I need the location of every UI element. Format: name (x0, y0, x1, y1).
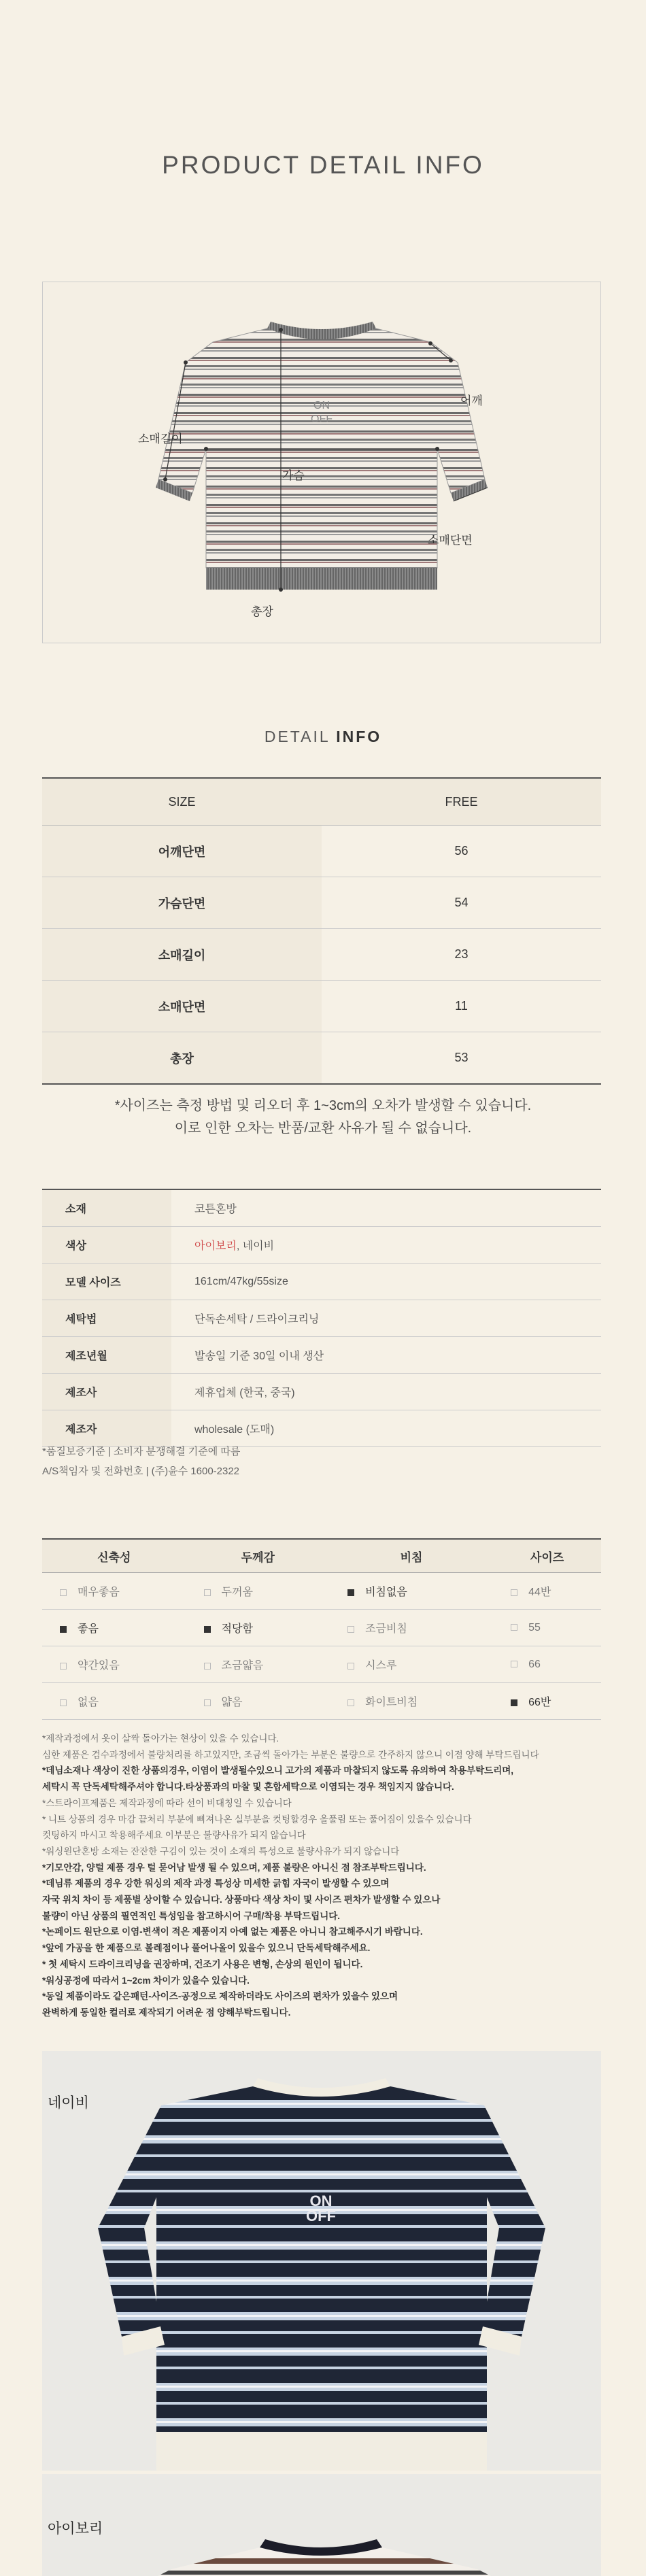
label-length: 총장 (251, 605, 273, 618)
spec-label: 제조사 (42, 1374, 171, 1410)
empty-box-icon (60, 1699, 67, 1706)
photo-label-ivory: 아이보리 (48, 2521, 103, 2537)
size-label: 어깨단면 (42, 826, 322, 877)
care-note-line: *논페이드 원단으로 이염-변색이 적은 제품이지 아예 없는 제품은 아니니 참고해주시기 바랍니다. (42, 1927, 423, 1937)
feel-option-label: 55 (528, 1621, 541, 1633)
size-table-header (42, 778, 601, 826)
care-note-line: * 니트 상품의 경우 마감 끝처리 부분에 삐져나온 실부분을 컷팅할경우 올풀림 또는 풀어짐이 있을수 있습니다 (42, 1814, 472, 1825)
size-table (42, 777, 601, 1085)
care-note-line: *앞에 가공을 한 제품으로 볼레점이나 풀어나올이 있을수 있으니 단독세탁해주세요. (42, 1943, 371, 1954)
spec-value: 161cm/47kg/55size (171, 1264, 601, 1300)
table-row (42, 1573, 601, 1610)
care-note-line: *워싱원단혼방 소재는 잔잔한 구김이 있는 것이 소재의 특성으로 불량사유가 되지 않습니다 (42, 1846, 400, 1857)
feel-table-header (42, 1539, 601, 1573)
feel-option (186, 1646, 330, 1683)
feel-option (186, 1573, 330, 1610)
feel-option (330, 1683, 493, 1720)
empty-box-icon (204, 1663, 211, 1670)
spec-value: 단독손세탁 / 드라이크리닝 (171, 1300, 601, 1337)
size-header-cell: FREE (322, 778, 601, 826)
feel-option-label: 비침없음 (365, 1587, 407, 1598)
care-note-line: *제작과정에서 옷이 살짝 돌아가는 현상이 있을 수 있습니다. (42, 1733, 279, 1744)
checked-box-icon (347, 1589, 354, 1596)
product-photo-ivory (42, 2474, 601, 2576)
empty-box-icon (347, 1626, 354, 1633)
empty-box-icon (60, 1589, 67, 1596)
spec-label: 세탁법 (42, 1300, 171, 1337)
feel-option-selected (493, 1683, 601, 1720)
spec-label: 모델 사이즈 (42, 1264, 171, 1300)
feel-option (493, 1646, 601, 1683)
feel-option-selected (42, 1610, 186, 1646)
feel-option-label: 화이트비침 (365, 1697, 418, 1708)
label-chest: 가슴 (282, 469, 305, 482)
care-note-line: *동일 제품이라도 같은패턴-사이즈-공정으로 제작하더라도 사이즈의 편차가 있을수 있으며 (42, 1991, 398, 2002)
fabric-feel-table (42, 1538, 601, 1720)
feel-header-transparency: 비침 (330, 1539, 493, 1573)
label-sleeve-length: 소매길이 (138, 433, 183, 445)
spec-value: 발송일 기준 30일 이내 생산 (171, 1337, 601, 1374)
color-navy: , 네이비 (236, 1240, 275, 1252)
checked-box-icon (511, 1699, 517, 1706)
feel-option-label: 약간있음 (78, 1660, 120, 1672)
ivory-sweater-image (42, 2474, 601, 2576)
spec-value: wholesale (도매) (171, 1410, 601, 1447)
care-note-line: 불량이 아닌 상품의 필연적인 특성임을 참고하시어 구매/착용 부탁드립니다. (42, 1910, 341, 1921)
empty-box-icon (511, 1661, 517, 1667)
size-value: 56 (322, 826, 601, 877)
navy-sweater-image (42, 2051, 601, 2471)
table-row (42, 1264, 601, 1300)
feel-option-label: 시스루 (365, 1660, 397, 1672)
feel-option-label: 매우좋음 (78, 1587, 120, 1598)
feel-option (493, 1573, 601, 1610)
print-text: ON OFF (311, 400, 333, 425)
spec-label: 소재 (42, 1189, 171, 1227)
table-row (42, 1032, 601, 1085)
feel-option (42, 1683, 186, 1720)
size-notes (0, 1095, 646, 1140)
table-row (42, 1683, 601, 1720)
feel-option-label: 얇음 (221, 1697, 243, 1708)
size-label: 가슴단면 (42, 877, 322, 929)
feel-option (42, 1573, 186, 1610)
care-note-line: 심한 제품은 검수과정에서 불량처리를 하고있지만, 조금씩 돌아가는 부분은 불량으로 간주하지 않으니 이점 양해 부탁드립니다 (42, 1749, 539, 1760)
empty-box-icon (511, 1624, 517, 1631)
table-row (42, 1610, 601, 1646)
feel-table-body (42, 1573, 601, 1720)
table-row (42, 1227, 601, 1264)
product-photo-navy (42, 2051, 601, 2471)
size-header-cell: SIZE (42, 778, 322, 826)
detail-info-title (0, 728, 646, 746)
color-ivory: 아이보리 (194, 1240, 237, 1252)
feel-option-label: 66 (528, 1658, 541, 1670)
size-value: 53 (322, 1032, 601, 1085)
label-sleeve-hem: 소매단면 (428, 534, 473, 547)
feel-option-selected (330, 1573, 493, 1610)
size-value: 23 (322, 929, 601, 981)
feel-option (493, 1610, 601, 1646)
size-note-line: 이로 인한 오차는 반품/교환 사유가 될 수 없습니다. (174, 1121, 472, 1136)
quality-notes (42, 1442, 240, 1481)
size-note-line: *사이즈는 측정 방법 및 리오더 후 1~3cm의 오차가 발생할 수 있습니다. (114, 1098, 532, 1113)
size-label: 소매단면 (42, 981, 322, 1032)
care-notes (42, 1731, 607, 2021)
feel-option-label: 두꺼움 (221, 1587, 253, 1598)
table-row (42, 1300, 601, 1337)
size-guide-sketch (42, 282, 601, 643)
spec-value-color (171, 1227, 601, 1264)
label-shoulder: 어깨 (460, 394, 483, 407)
feel-option-label: 조금얇음 (221, 1660, 264, 1672)
care-note-line: *기모안감, 양털 제품 경우 털 묻어남 발생 될 수 있으며, 제품 불량은 아니신 점 참조부탁드립니다. (42, 1862, 426, 1873)
table-row (42, 1374, 601, 1410)
empty-box-icon (204, 1699, 211, 1706)
table-row (42, 981, 601, 1032)
checked-box-icon (204, 1626, 211, 1633)
table-row (42, 929, 601, 981)
spec-label: 제조자 (42, 1410, 171, 1447)
care-note-line: *워싱공정에 따라서 1~2cm 차이가 있을수 있습니다. (42, 1975, 250, 1986)
care-note-line: *데님소재나 색상이 진한 상품의경우, 이염이 발생될수있으니 고가의 제품과 마찰되지 않도록 유의하여 착용부탁드리며, (42, 1765, 514, 1776)
spec-table (42, 1189, 601, 1447)
care-note-line: 세탁시 꼭 단독세탁해주셔야 합니다.타상품과의 마찰 및 혼합세탁으로 이염되는 경우 책임지지 않습니다. (42, 1782, 454, 1793)
feel-option-label: 조금비침 (365, 1623, 407, 1635)
feel-option (186, 1683, 330, 1720)
care-note-line: *데님류 제품의 경우 강한 워싱의 제작 과정 특성상 미세한 긁힘 자국이 발생할 수 있으며 (42, 1878, 390, 1889)
spec-label: 색상 (42, 1227, 171, 1264)
feel-option (330, 1610, 493, 1646)
detail-title-bold: INFO (336, 728, 382, 745)
feel-option (330, 1646, 493, 1683)
care-note-line: * 첫 세탁시 드라이크리닝을 권장하며, 건조기 사용은 변형, 손상의 원인이 됩니다. (42, 1959, 363, 1969)
empty-box-icon (511, 1589, 517, 1596)
feel-option-label: 없음 (78, 1697, 99, 1708)
table-row (42, 826, 601, 877)
empty-box-icon (60, 1663, 67, 1670)
feel-header-size: 사이즈 (493, 1539, 601, 1573)
empty-box-icon (347, 1699, 354, 1706)
size-label: 총장 (42, 1032, 322, 1085)
feel-header-elasticity: 신축성 (42, 1539, 186, 1573)
sweater-line-drawing (43, 282, 600, 643)
care-note-line: 완벽하게 동일한 컬러로 제작되기 어려운 점 양해부탁드립니다. (42, 2007, 291, 2018)
care-note-line: 컷팅하지 마시고 착용해주세요 이부분은 불량사유가 되지 않습니다 (42, 1830, 306, 1841)
quality-note-line: A/S책임자 및 전화번호 | (주)윤수 1600-2322 (42, 1465, 240, 1477)
table-row (42, 1189, 601, 1227)
size-value: 11 (322, 981, 601, 1032)
feel-option-label: 44반 (528, 1587, 551, 1598)
feel-option-label: 66반 (528, 1697, 551, 1708)
feel-option-label: 좋음 (78, 1623, 99, 1635)
spec-value: 제휴업체 (한국, 중국) (171, 1374, 601, 1410)
feel-option (42, 1646, 186, 1683)
photo-print-text: ON OFF (306, 2192, 336, 2224)
detail-title-light: DETAIL (264, 728, 337, 745)
care-note-line: 자국 위치 차이 등 제품별 상이할 수 있습니다. 상품마다 색상 차이 및 사이즈 편차가 발생할 수 있으나 (42, 1895, 441, 1905)
page-title: PRODUCT DETAIL INFO (162, 151, 484, 179)
spec-label: 제조년월 (42, 1337, 171, 1374)
table-row (42, 877, 601, 929)
table-row (42, 1337, 601, 1374)
spec-value: 코튼혼방 (171, 1189, 601, 1227)
care-note-line: *스트라이프제품은 제작과정에 따라 선이 비대칭일 수 있습니다 (42, 1797, 292, 1808)
photo-label-navy: 네이비 (48, 2095, 89, 2111)
feel-option-selected (186, 1610, 330, 1646)
quality-note-line: *품질보증기준 | 소비자 분쟁해결 기준에 따름 (42, 1446, 241, 1457)
table-row (42, 1646, 601, 1683)
checked-box-icon (60, 1626, 67, 1633)
feel-header-thickness: 두께감 (186, 1539, 330, 1573)
empty-box-icon (204, 1589, 211, 1596)
feel-option-label: 적당함 (221, 1623, 253, 1635)
size-label: 소매길이 (42, 929, 322, 981)
empty-box-icon (347, 1663, 354, 1670)
size-value: 54 (322, 877, 601, 929)
